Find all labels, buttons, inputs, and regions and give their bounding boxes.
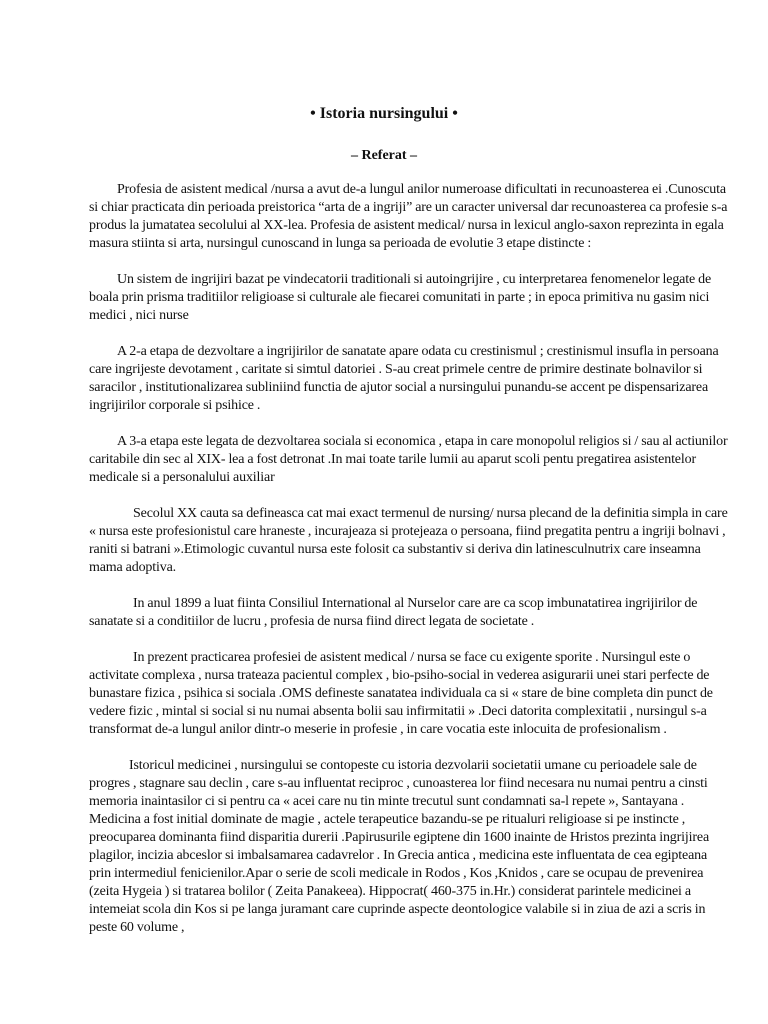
document-subtitle: – Referat – xyxy=(350,148,418,163)
paragraph-20th-century: Secolul XX cauta sa defineasca cat mai exact termenul de nursing/ nursa plecand de la definitia simpla in care « nursa este profesionistul care hraneste , incurajeaza si protejeaza o persoana, fiind pregatita pentru a ingriji bolnavi , raniti si batrani ».Etimologic cuvantul nursa este folosit ca substantiv si deriva din latinesculnutrix care inseamna mama adoptiva. xyxy=(89,506,728,575)
paragraph-history: Istoricul medicinei , nursingului se contopeste cu istoria dezvolarii societatii umane cu perioadele sale de progres , stagnare sau declin , care s-au influentat reciproc , cunoasterea lor fiind necesara nu numai pentru a cinsti memoria inaintasilor ci si pentru ca « acei care nu tin minte trecutul sunt condamnati sa-l repete », Santayana . Medicina a fost initial dominate de magie , actele terapeutice bazandu-se pe ritualuri religioase si pe instincte , preocuparea dominanta fiind disparitia durerii .Papirusurile egiptene din 1600 inainte de Hristos prezinta ingrijirea plagilor, incizia abceslor si imbalsamarea cadavrelor . In Grecia antica , medicina este influentata de cea egipteana prin intermediul fenicienilor.Apar o serie de scoli medicale in Rodos , Kos ,Knidos , care se ocupau de prevenirea (zeita Hygeia ) si tratarea bolilor ( Zeita Panakeea). Hippocrat( 460-375 in.Hr.) considerat parintele medicinei a intemeiat scola din Kos si pe langa juramant care cuprinde aspecte deontologice valabile si in ziua de azi a scris in peste 60 volume , xyxy=(89,758,710,935)
paragraph-stage-1: Un sistem de ingrijiri bazat pe vindecatorii traditionali si autoingrijire , cu interpretarea fenomenelor legate de boala prin prisma traditiilor religioase si culturale ale fiecarei comunitati in parte ; in epoca primitiva nu gasim nici medici , nici nurse xyxy=(89,272,712,323)
paragraph-1899-council: In anul 1899 a luat fiinta Consiliul International al Nurselor care are ca scop imbunatatirea ingrijirilor de sanatate si a conditiilor de lucru , profesia de nursa fiind direct legata de societate . xyxy=(89,596,698,629)
paragraph-intro: Profesia de asistent medical /nursa a avut de-a lungul anilor numeroase dificultati in recunoasterea ei .Cunoscuta si chiar practicata din perioada preistorica “arta de a ingriji” are un caracter universal dar recunoasterea ca profesie s-a produs la jumatatea secolului al XX-lea. Profesia de asistent medical/ nursa in lexicul anglo-saxon reprezinta in egala masura stiinta si arta, nursingul cunoscand in lunga sa perioada de evolutie 3 etape distincte : xyxy=(89,182,728,251)
paragraph-present: In prezent practicarea profesiei de asistent medical / nursa se face cu exigente sporite . Nursingul este o activitate complexa , nursa trateaza pacientul complex , bio-psiho-social in vederea asigurarii unei stari perfecte de bunastare fizica , psihica si sociala .OMS defineste sanatatea individuala ca si « stare de bine completa din punct de vedere fizic , mintal si social si nu numai absenta bolii sau infirmitatii » .Deci datorita complexitatii , nursingul s-a transformat de-a lungul anilor dintr-o meserie in profesie , in care vocatia este inlocuita de profesionalism . xyxy=(89,650,713,737)
document-body xyxy=(89,181,729,937)
document-title: • Istoria nursingului • xyxy=(310,105,458,122)
paragraph-stage-2: A 2-a etapa de dezvoltare a ingrijirilor de sanatate apare odata cu crestinismul ; crestinismul insufla in persoana care ingrijeste devotament , caritate si simtul datoriei . S-au creat primele centre de primire destinate bolnavilor si saracilor , institutionalizarea subliniind functia de ajutor social a nursingului punandu-se accent pe dispensarizarea ingrijirilor corporale si psihice . xyxy=(89,344,719,413)
paragraph-stage-3: A 3-a etapa este legata de dezvoltarea sociala si economica , etapa in care monopolul religios si / sau al actiunilor caritabile din sec al XIX- lea a fost detronat .In mai toate tarile lumii au aparut scoli pentu pregatirea asistentelor medicale si a personalului auxiliar xyxy=(89,434,728,485)
